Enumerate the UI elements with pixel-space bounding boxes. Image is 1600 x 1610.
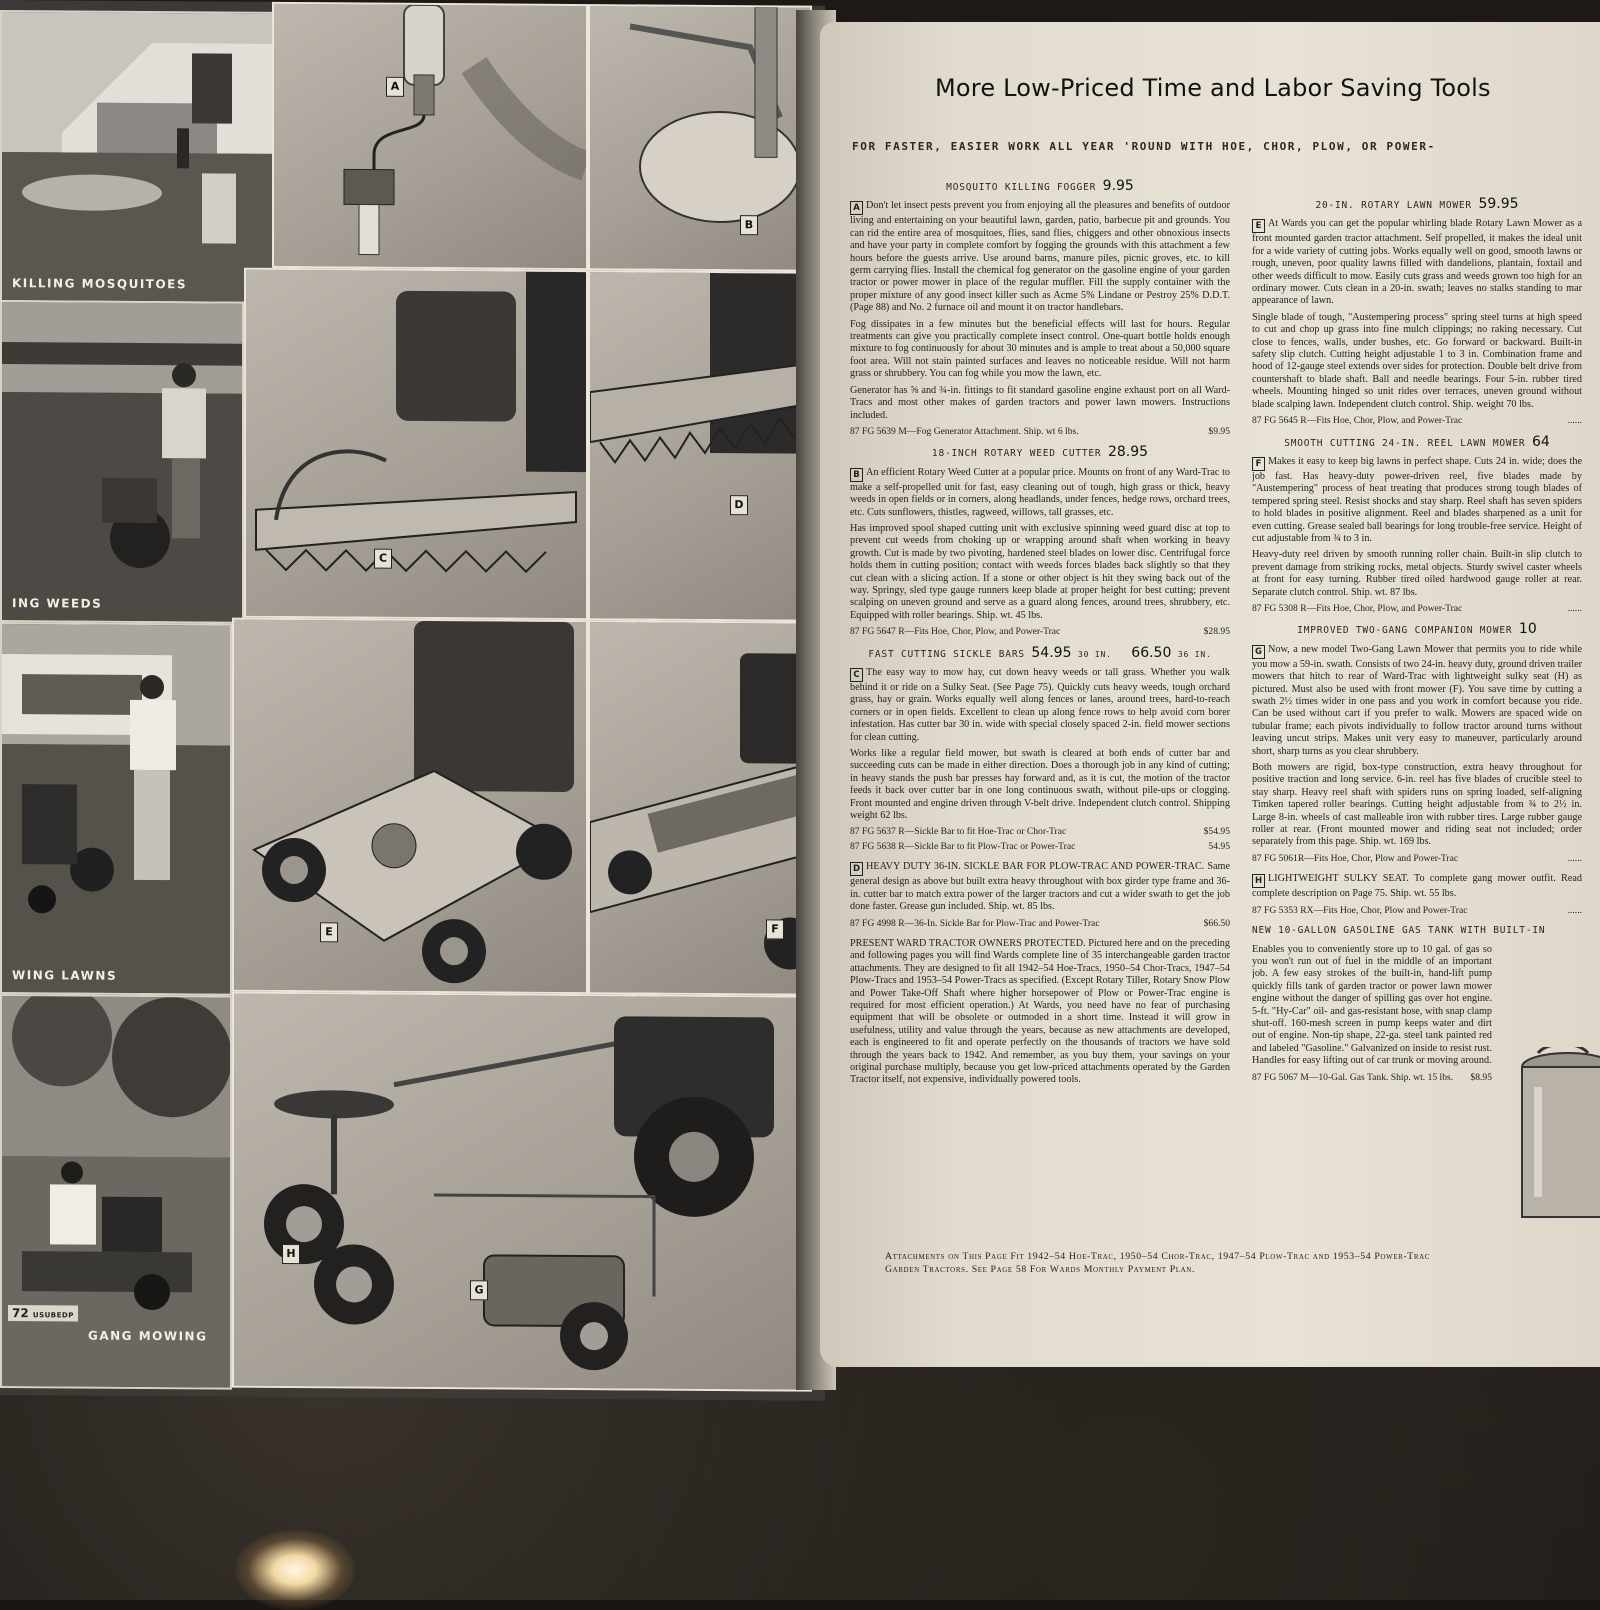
gas-tank-heading: NEW 10-GALLON GASOLINE GAS TANK WITH BUILT-IN [1252, 925, 1546, 937]
sickle-letter: C [850, 668, 863, 682]
light-glare [235, 1530, 355, 1610]
gas-tank-order: 87 FG 5067 M—10-Gal. Gas Tank. Ship. wt. 15 lbs. [1252, 1071, 1454, 1083]
figure-letter-e: E [320, 922, 338, 942]
sickle-order-1-price: $54.95 [1203, 826, 1230, 838]
reel-mower-order-price: ...... [1567, 602, 1582, 614]
rotary-mower-letter: E [1252, 219, 1265, 233]
sickle-price-2: 66.50 [1131, 644, 1172, 661]
reel-mower-letter: F [1252, 457, 1265, 471]
heavy-sickle-letter: D [850, 862, 863, 876]
illustration-fogger [272, 2, 588, 270]
rotary-mower-drawing [234, 620, 586, 992]
sickle-order-2: 87 FG 5638 R—Sickle Bar to fit Plow-Trac or Power-Trac [850, 840, 1076, 852]
rotary-mower-paragraph-1 [1252, 218, 1582, 307]
rotary-mower-order-price: ...... [1567, 415, 1582, 427]
fog-generator-drawing [274, 4, 586, 268]
owners-protected-text: PRESENT WARD TRACTOR OWNERS PROTECTED. Pictured here and on the preceding and following pages you will find Wards complete line of 35 interchangeable garden tractor attachments. They are designed to fit all 1942–54 Hoe-Tracs, 1950–54 Chor-Tracs, 1947–54 Plow-Tracs and 1953–54 Power-Tracs as specified. (Except Rotary Tiller, Rotary Snow Plow and Power Take-Off Shaft where higher horsepower of Plow or Power-Trac engine is required for most efficient operation.) At Wards, you need have no fear of purchasing equipment that will be obsolete or outmoded in a short time. Instead it will grow in usefulness, utility and value through the years, because as new attachments are developed, each is engineered to fit and operate perfectly on the thousands of tractors we have sold through the years back to 1942. And remember, as you buy them, your savings on your original purchase multiply, because you get low-priced attachments operated by the Garden Tractor itself, not expensive, individually powered tools. [850, 937, 1230, 1086]
heavy-sickle-drawing [590, 272, 810, 620]
reel-mower-paragraph-1 [1252, 456, 1582, 545]
caption-mowing-lawns: WING LAWNS [12, 968, 118, 983]
page-headline: More Low-Priced Time and Labor Saving Tools [935, 74, 1491, 102]
reel-mower-heading [1252, 433, 1582, 450]
gas-tank-text: Enables you to conveniently store up to 10 gal. of gas so you won't run out of fuel in the middle of an important job. A few easy strokes of the built-in, hand-lift pump quickly fills tank of garden tractor or power lawn mower engine without the danger of spilling gas over hot engine. 5-ft. "Hy-Car" oil- and gas-resistant hose, with snap clamp shut-off. 160-mesh screen in pump keeps water and dirt out of engine. Non-tip shape, 22-ga. steel tank painted red and labeled "Gasoline." Galvanized on inside to resist rust. Handles for easy lifting out of car trunk or moving around. [1252, 943, 1492, 1067]
page-subhead: FOR FASTER, EASIER WORK ALL YEAR 'ROUND WITH HOE, CHOR, PLOW, OR POWER- [852, 140, 1436, 153]
sickle-title: FAST CUTTING SICKLE BARS [868, 648, 1025, 660]
fogger-paragraph-1 [850, 200, 1230, 314]
fogger-heading [850, 180, 1230, 194]
rotary-weed-order-price: $28.95 [1203, 626, 1230, 638]
gas-tank-body [1252, 944, 1492, 1084]
rotary-mower-text-2: Single blade of tough, "Austempering process" spring steel turns at high speed to cut and chop up grass into fine mulch clippings; no raking necessary. Cut close to fences, walls, under bushes, etc. Go forward or backward. Built-in safety slip clutch. Cutting height adjustable 1 to 3 in. Combination frame and hood of 12-gauge steel extends over sides for protection. Double belt drive from countershaft to blade shaft. Ball and needle bearings. Four 5-in. rubber tired wheels. Mounting hinged so unit rides over terraces, uneven ground without blade scalping lawn. Independent clutch control. Ship. weight 70 lbs. [1252, 311, 1582, 410]
photo-killing-mosquitoes [0, 10, 276, 304]
house-lawn-scene [2, 12, 274, 302]
rotary-weed-letter: B [850, 468, 863, 482]
rotary-mower-text-1: At Wards you can get the popular whirling blade Rotary Lawn Mower as a front mounted garden tractor attachment. Self propelled, it makes the ideal unit for a wide variety of cutting jobs. Works equally well on good, smooth lawns or rough, uneven, poor quality lawns filled with dandelions, plantain, foxtail and other weeds difficult to mow. Easily cuts grass and weeds grown too high for an ordinary mower. Cuts clean in a 20-in. swath; leaves no stalks standing to mar appearance of lawn. [1252, 218, 1582, 307]
figure-letter-f: F [766, 919, 784, 939]
rotary-mower-price: 59.95 [1478, 196, 1519, 212]
rotary-weed-text-1: An efficient Rotary Weed Cutter at a popular price. Mounts on front of any Ward-Trac to make a self-propelled unit for fast, easy cleaning out of tough, high grass or thick, heavy weeds in open fields or in corners, along headlands, under fences, hedge rows, orchard trees, etc. Cuts sunflowers, thistles, ragweed, willows, tall grasses, etc. [850, 466, 1230, 518]
gang-mower-text-1: Now, a new model Two-Gang Lawn Mower that permits you to ride while you mow a 59-in. swath. Consists of two 24-in. heavy duty, ground driven trailer mowers that hitch to rear of Ward-Trac with lightweight sulky seat (H) as pictured. Must also be used with front mower (F). You save time by cutting a swath 2½ times wider in one pass and you work in comfort because you ride. Can be used without cart if you prefer to walk. Mowers are spaced wide on tubular frame; each pivots individually to follow tractor around turns without leaving uncut strips. Makes unit very easy to maneuver, particularly around short, sharp turns as you clear shrubbery. [1252, 643, 1582, 757]
gang-mower-order-line [1252, 853, 1582, 865]
fogger-title: MOSQUITO KILLING FOGGER [946, 182, 1097, 193]
figure-letter-g: G [470, 1280, 488, 1300]
gang-mower-drawing [234, 994, 810, 1390]
fogger-text-2: Fog dissipates in a few minutes but the beneficial effects will last for hours. Regular treatments can give you practically complete insect control. One-quart bottle holds enough mixture to fog continuously for about 30 minutes and is ample to treat about a 50,000 square foot area. Will not stain painted surfaces and leaves no noticeable residue. Will not harm grass or shrubbery. You can fog while you mow the lawn, etc. [850, 318, 1230, 380]
gang-mower-heading [1252, 623, 1582, 637]
sickle-price-1: 54.95 [1031, 644, 1072, 661]
sulky-order: 87 FG 5353 RX—Fits Hoe, Chor, Plow and Power-Trac [1252, 904, 1468, 916]
illustration-reel-mower-f [588, 620, 812, 996]
illustration-sickle-bar-d [588, 270, 812, 622]
reel-mower-price: 64 [1531, 433, 1550, 450]
gang-mower-price: 10 [1518, 621, 1537, 638]
sickle-order-1: 87 FG 5637 R—Sickle Bar to fit Hoe-Trac or Chor-Trac [850, 826, 1067, 838]
rotary-mower-order: 87 FG 5645 R—Fits Hoe, Chor, Plow, and Power-Trac [1252, 415, 1463, 427]
fogger-text-1: Don't let insect pests prevent you from enjoying all the pleasures and benefits of outdoor living and entertaining on your beautiful lawn, garden, patio, barbecue pit and grounds. You can rid the entire area of mosquitoes, flies, sand flies, chiggers and other obnoxious insects and have your party in complete comfort by fogging the grounds with this attachment a few hours before the guests arrive. Use around barns, manure piles, picnic groves, etc. to kill germ carrying flies. Install the chemical fog generator on the gasoline engine of your garden tractor or power mower in place of the regular muffler. Fill the supply container with the proper mixture of any good insect killer such as Acme 5% Lindane or Pestroy 25% D.D.T. (Page 88) and No. 2 furnace oil and mount it on tractor handlebars. [850, 200, 1230, 314]
gang-mower-text-2: Both mowers are rigid, box-type construction, extra heavy throughout for positive traction and long service. 6-in. reel has five blades of crucible steel to stay sharp. Heavy reel shaft with spiders runs on spring loaded, self-aligning Timken tapered roller bearings. Cutting height adjustable from ¾ to 2½ in. Large 8-in. wheels of cast malleable iron with rubber tires. Large rubber gauge roller at rear. (Front mounted mower and riding seat not included; order separately from this page. Ship. wt. 169 lbs. [1252, 762, 1582, 848]
rotary-weed-price: 28.95 [1107, 444, 1149, 461]
rotary-weed-order: 87 FG 5647 R—Fits Hoe, Chor, Plow, and Power-Trac [850, 626, 1061, 638]
sickle-unit-2: 36 IN. [1177, 649, 1212, 659]
page-number-value: 72 [12, 1306, 29, 1321]
reel-mower-order-line [1252, 603, 1582, 615]
sulky-text: LIGHTWEIGHT SULKY SEAT. To complete gang mower outfit. Read complete description on Page 75. Ship. wt. 55 lbs. [1252, 873, 1582, 900]
rotary-weed-paragraph-1 [850, 467, 1230, 519]
fogger-order-price: $9.95 [1208, 425, 1230, 437]
rotary-weed-title: 18-INCH ROTARY WEED CUTTER [931, 448, 1102, 460]
page-number [8, 1305, 78, 1321]
fogger-order: 87 FG 5639 M—Fog Generator Attachment. Ship. wt 6 lbs. [850, 425, 1079, 437]
photo-cutting-weeds [0, 300, 244, 624]
rotary-weed-text-2: Has improved spool shaped cutting unit with exclusive spinning weed guard disc at top to prevent cut weeds from choking up or wrapping around shaft when working in heavy growth. Cut is made by two pivoting, hardened steel blades on lower disc. Centrifugal force holds them in cutting position; contact with weeds forces blades back slightly so that they cut clean with a slicing action. If a stone or other object is hit they swing back out of the way. Springy, sled type gauge runners keep blade at proper height for best cutting; prevent scalping on uneven ground and serve as a guard along fences, around trees, shrubbery, etc. Equipped with roller bearings. Ship. wt. 45 lbs. [850, 522, 1230, 621]
caption-killing-mosquitoes: KILLING MOSQUITOES [12, 276, 188, 292]
weeds-field-scene [2, 302, 242, 622]
sulky-order-line [1252, 905, 1582, 917]
rotary-mower-heading [1252, 198, 1582, 212]
gang-mower-order-price: ...... [1567, 852, 1582, 864]
photo-gang-mowing [0, 994, 232, 1390]
gang-mower-title: IMPROVED TWO-GANG COMPANION MOWER [1297, 625, 1513, 637]
sickle-order-2-price: 54.95 [1208, 840, 1230, 852]
mowing-lawn-scene [2, 624, 230, 994]
heavy-sickle-paragraph [850, 861, 1230, 913]
rotary-mower-order-line [1252, 415, 1582, 427]
illustration-gang-mower [232, 992, 812, 1392]
sulky-letter: H [1252, 874, 1265, 888]
illustration-rotary-cutter-top [588, 4, 812, 272]
sickle-paragraph-1 [850, 667, 1230, 744]
sickle-text-2: Works like a regular field mower, but swath is cleared at both ends of cutter bar and succeeding cuts can be made in either direction. Does a thorough job in any kind of cutting; in heavy stands the push bar presses hay forward and, as it is cut, the motion of the tractor feeds it back over cutter bar in one long continuous swath, without pile-ups or clogging. Front mounted and engine driven through V-belt drive. Independent clutch control. Shipping weight 62 lbs. [850, 748, 1230, 822]
gas-tank-order-line [1252, 1072, 1492, 1084]
caption-gang-mowing: GANG MOWING [88, 1328, 208, 1344]
illustration-sickle-bar-c [244, 268, 588, 620]
gang-mower-order: 87 FG 5061R—Fits Hoe, Chor, Plow and Power-Trac [1252, 852, 1459, 864]
fogger-order-line [850, 426, 1230, 438]
reel-mower-text-1: Makes it easy to keep big lawns in perfect shape. Cuts 24 in. wide; does the job fast. Has heavy-duty power-driven reel, five blades made by "Austempering" process of heat treating that produces strong tough blades of tempered spring steel. Resist shocks and stay sharp. Reel shaft has seven spiders to hold blades in positive alignment. Reel and blades sharpened as a unit for even cutting. Grease sealed ball bearings for long trouble-free service. Height of cut adjustable from ¾ to 3 in. [1252, 455, 1582, 544]
gang-mower-paragraph-1 [1252, 644, 1582, 758]
photo-mowing-lawns [0, 622, 232, 996]
heavy-sickle-order-price: $66.50 [1203, 917, 1230, 929]
gang-mower-letter: G [1252, 645, 1265, 659]
page-footer: Attachments on This Page Fit 1942–54 Hoe-Trac, 1950–54 Chor-Trac, 1947–54 Plow-Trac and 1953–54 Power-Trac Garden Tractors. See Page 58 For Wards Monthly Payment Plan. [885, 1251, 1431, 1275]
fogger-text-3: Generator has ⅝ and ¾-in. fittings to fit standard gasoline engine exhaust port on all Ward-Tracs and most other makes of garden tractors and power lawn mowers. Instructions included. [850, 384, 1230, 421]
gas-tank-illustration [1508, 1047, 1600, 1227]
heavy-sickle-order: 87 FG 4998 R—36-In. Sickle Bar for Plow-Trac and Power-Trac [850, 917, 1100, 929]
illustration-rotary-mower-e [232, 618, 588, 994]
right-catalog-page [820, 22, 1600, 1367]
fogger-price: 9.95 [1102, 178, 1134, 194]
caption-cutting-weeds: ING WEEDS [12, 596, 103, 611]
rotary-weed-heading [850, 446, 1230, 460]
figure-letter-d: D [730, 495, 748, 515]
rotary-cutter-drawing [590, 6, 810, 270]
figure-letter-a: A [386, 77, 404, 97]
fogger-letter: A [850, 201, 863, 215]
sickle-order-line-2 [850, 841, 1230, 853]
sickle-heading [850, 644, 1230, 661]
page-number-small: USUBEDP [32, 1311, 74, 1320]
text-column-left [850, 172, 1230, 1091]
rotary-weed-order-line [850, 626, 1230, 638]
gas-tank-order-price: $8.95 [1470, 1071, 1492, 1083]
figure-letter-c: C [374, 549, 392, 569]
reel-mower-title: SMOOTH CUTTING 24-IN. REEL LAWN MOWER [1284, 437, 1526, 449]
left-catalog-page [0, 0, 825, 1401]
heavy-sickle-text: HEAVY DUTY 36-IN. SICKLE BAR FOR PLOW-TRAC AND POWER-TRAC. Same general design as above but built extra heavy throughout with box girder type frame and 36-in. cutter bar to match extra power of the larger tractors and cut a wider swath to get the job done faster. Grease gun included. Ship. wt. 85 lbs. [850, 861, 1230, 913]
figure-letter-h: H [282, 1244, 300, 1264]
heavy-sickle-order-line [850, 918, 1230, 930]
reel-mower-text-2: Heavy-duty reel driven by smooth running roller chain. Built-in slip clutch to prevent damage from striking rocks, metal objects. Sturdy swivel caster wheels at front for easy turning. Rubber tired oiled hardwood gauge roller at rear. Separate clutch control. Ship. wt. 87 lbs. [1252, 549, 1582, 598]
figure-letter-b: B [740, 215, 758, 235]
sickle-unit-1: 30 IN. [1078, 649, 1112, 659]
reel-mower-order: 87 FG 5308 R—Fits Hoe, Chor, Plow, and Power-Trac [1252, 602, 1463, 614]
rotary-mower-title: 20-IN. ROTARY LAWN MOWER [1315, 200, 1472, 211]
sulky-paragraph [1252, 873, 1582, 900]
sickle-bar-drawing [246, 270, 586, 618]
sulky-order-price: ...... [1567, 904, 1582, 916]
sickle-order-line-1 [850, 826, 1230, 838]
sickle-text-1: The easy way to mow hay, cut down heavy weeds or tall grass. Whether you walk behind it or ride on a Sulky Seat. (See Page 75). Quickly cuts heavy weeds, tough orchard grass, hay or grain. Works equally well along fences or lanes, around trees, hard-to-reach corners or in open fields. Excellent to clean up along fence rows to help avoid corn borer infestation. Has cutter bar 30 in. wide with special closely spaced 2-in. field mower sections for clean cutting. [850, 667, 1230, 743]
